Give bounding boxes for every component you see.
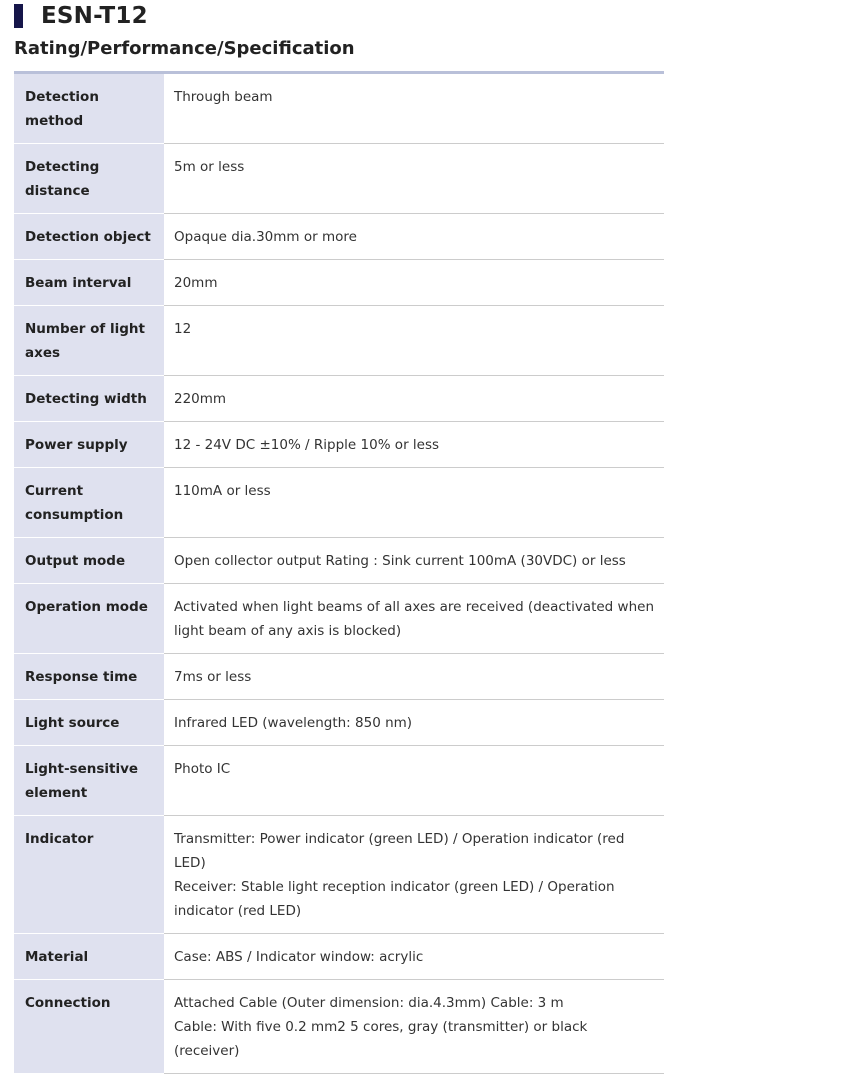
spec-value-line: Transmitter: Power indicator (green LED) / Operation indicator (red LED) (174, 831, 625, 871)
spec-label: Detecting width (14, 376, 164, 422)
spec-label: Light source (14, 700, 164, 746)
spec-value: Photo IC (164, 746, 664, 816)
spec-value: 5m or less (164, 144, 664, 214)
spec-table (14, 71, 664, 1074)
table-row (14, 584, 664, 654)
spec-value-line: Attached Cable (Outer dimension: dia.4.3mm) Cable: 3 m (174, 995, 564, 1011)
spec-value: Case: ABS / Indicator window: acrylic (164, 934, 664, 980)
spec-value: 20mm (164, 260, 664, 306)
spec-value: Open collector output Rating : Sink current 100mA (30VDC) or less (164, 538, 664, 584)
table-row (14, 538, 664, 584)
product-name: ESN-T12 (41, 3, 148, 29)
table-row (14, 468, 664, 538)
spec-label: Number of light axes (14, 306, 164, 376)
table-row (14, 144, 664, 214)
table-row (14, 980, 664, 1074)
spec-label: Indicator (14, 816, 164, 934)
spec-label: Current consumption (14, 468, 164, 538)
spec-value: Through beam (164, 73, 664, 144)
table-row (14, 73, 664, 144)
title-marker (14, 4, 23, 28)
table-row (14, 260, 664, 306)
spec-label: Output mode (14, 538, 164, 584)
spec-label: Beam interval (14, 260, 164, 306)
spec-value: 12 (164, 306, 664, 376)
spec-value: 7ms or less (164, 654, 664, 700)
spec-value-line: Cable: With five 0.2 mm2 5 cores, gray (transmitter) or black (receiver) (174, 1019, 588, 1059)
table-row (14, 306, 664, 376)
spec-label: Detecting distance (14, 144, 164, 214)
spec-label: Power supply (14, 422, 164, 468)
spec-value: Opaque dia.30mm or more (164, 214, 664, 260)
spec-label: Light-sensitive element (14, 746, 164, 816)
spec-label: Response time (14, 654, 164, 700)
table-row (14, 816, 664, 934)
spec-value: Infrared LED (wavelength: 850 nm) (164, 700, 664, 746)
table-row (14, 376, 664, 422)
spec-label: Connection (14, 980, 164, 1074)
spec-value: 12 - 24V DC ±10% / Ripple 10% or less (164, 422, 664, 468)
product-title (14, 2, 148, 30)
table-row (14, 746, 664, 816)
spec-label: Detection method (14, 73, 164, 144)
table-row (14, 700, 664, 746)
spec-label: Operation mode (14, 584, 164, 654)
spec-value-line: Receiver: Stable light reception indicator (green LED) / Operation indicator (red LED) (174, 879, 615, 919)
spec-value: 110mA or less (164, 468, 664, 538)
spec-value (164, 816, 664, 934)
section-title: Rating/Performance/Specification (14, 38, 355, 59)
spec-value: Activated when light beams of all axes are received (deactivated when light beam of any axis is blocked) (164, 584, 664, 654)
table-row (14, 214, 664, 260)
spec-label: Detection object (14, 214, 164, 260)
table-row (14, 422, 664, 468)
spec-label: Material (14, 934, 164, 980)
spec-value: 220mm (164, 376, 664, 422)
table-row (14, 654, 664, 700)
table-row (14, 934, 664, 980)
spec-value (164, 980, 664, 1074)
